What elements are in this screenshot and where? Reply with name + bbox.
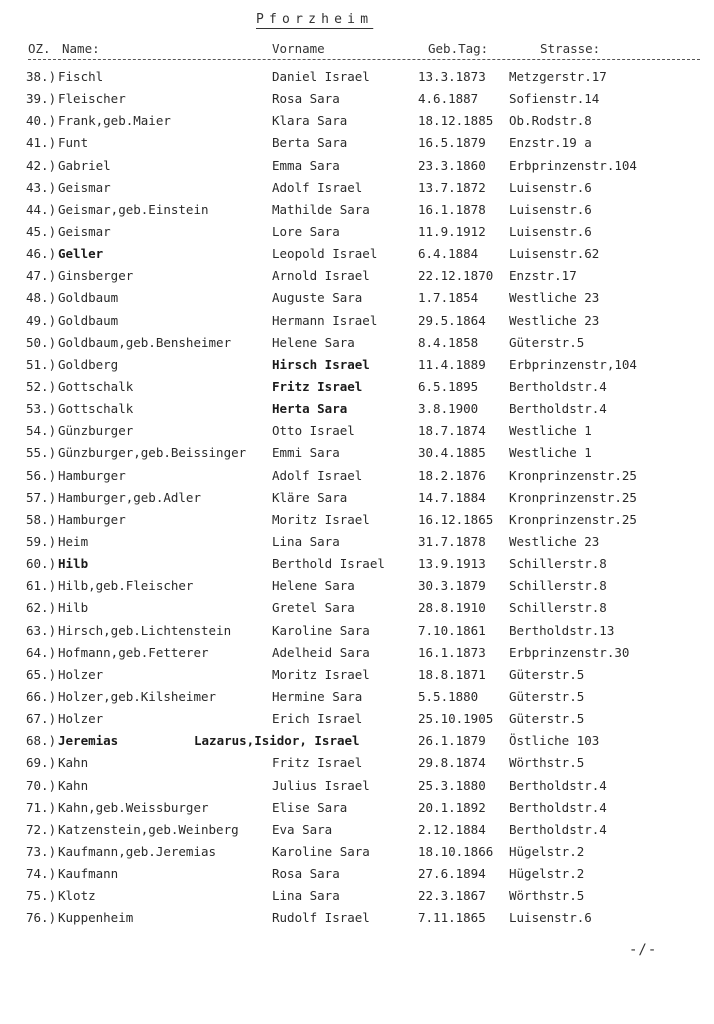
row-street: Schillerstr.8: [509, 578, 607, 594]
row-birthdate: 26.1.1879: [418, 733, 486, 749]
table-row: [0, 622, 714, 644]
row-vorname: Adolf Israel: [272, 467, 363, 483]
row-vorname: Kläre Sara: [272, 489, 348, 505]
row-birthdate: 16.1.1873: [418, 644, 486, 660]
row-vorname: Rosa Sara: [272, 866, 340, 882]
table-row: [0, 754, 714, 776]
row-street: Erbprinzenstr.104: [509, 157, 637, 173]
row-birthdate: 18.8.1871: [418, 666, 486, 682]
row-name: Kaufmann: [58, 866, 119, 882]
row-street: Erbprinzenstr,104: [509, 356, 637, 372]
table-row: [0, 312, 714, 334]
page-continuation-mark: -/-: [629, 942, 658, 958]
row-birthdate: 30.4.1885: [418, 445, 486, 461]
row-street: Schillerstr.8: [509, 600, 607, 616]
header-oz: OZ.: [28, 41, 51, 56]
row-birthdate: 4.6.1887: [418, 91, 479, 107]
row-street: Metzgerstr.17: [509, 69, 607, 84]
row-number: 76.): [26, 910, 57, 926]
table-row: [0, 688, 714, 710]
table-row: [0, 334, 714, 356]
row-number: 46.): [26, 246, 57, 262]
row-name: Kaufmann,geb.Jeremias: [58, 843, 217, 859]
table-row: [0, 666, 714, 688]
row-vorname: Lina Sara: [272, 533, 340, 549]
row-birthdate: 29.5.1864: [418, 312, 486, 328]
row-vorname: Emmi Sara: [272, 445, 340, 461]
row-number: 44.): [26, 201, 57, 217]
row-vorname: Herta Sara: [272, 401, 348, 417]
row-vorname: Lore Sara: [272, 223, 340, 239]
row-street: Ob.Rodstr.8: [509, 113, 592, 129]
row-name: Holzer: [58, 711, 104, 727]
row-street: Westliche 1: [509, 423, 592, 439]
person-list: [0, 68, 714, 931]
row-street: Luisenstr.6: [509, 179, 592, 195]
row-number: 54.): [26, 423, 57, 439]
table-row: [0, 710, 714, 732]
row-number: 59.): [26, 533, 57, 549]
row-street: Luisenstr.6: [509, 910, 592, 926]
row-number: 53.): [26, 401, 57, 417]
row-name: Gottschalk: [58, 401, 134, 417]
row-name: Klotz: [58, 888, 96, 904]
row-vorname: Helene Sara: [272, 334, 355, 350]
table-row: [0, 400, 714, 422]
row-street: Wörthstr.5: [509, 888, 585, 904]
table-row: [0, 555, 714, 577]
row-vorname: Karoline Sara: [272, 622, 370, 638]
row-number: 45.): [26, 223, 57, 239]
row-number: 60.): [26, 556, 57, 572]
row-name: Goldbaum: [58, 312, 119, 328]
row-birthdate: 18.12.1885: [418, 113, 494, 129]
row-vorname: Moritz Israel: [272, 666, 370, 682]
row-number: 43.): [26, 179, 57, 195]
row-birthdate: 7.10.1861: [418, 622, 486, 638]
row-birthdate: 27.6.1894: [418, 866, 486, 882]
row-birthdate: 3.8.1900: [418, 401, 479, 417]
row-number: 61.): [26, 578, 57, 594]
table-header: [28, 41, 700, 60]
row-name: Günzburger: [58, 423, 134, 439]
row-street: Bertholdstr.4: [509, 777, 607, 793]
row-street: Bertholdstr.4: [509, 378, 607, 394]
row-vorname: Otto Israel: [272, 423, 355, 439]
row-birthdate: 22.12.1870: [418, 268, 494, 284]
row-street: Bertholdstr.4: [509, 401, 607, 417]
row-name: Hamburger,geb.Adler: [58, 489, 201, 505]
table-row: [0, 223, 714, 245]
table-row: [0, 134, 714, 156]
row-name: Geismar,geb.Einstein: [58, 201, 209, 217]
row-name: Hilb,geb.Fleischer: [58, 578, 194, 594]
table-row: [0, 644, 714, 666]
table-row: [0, 444, 714, 466]
row-birthdate: 25.3.1880: [418, 777, 486, 793]
row-number: 58.): [26, 511, 57, 527]
row-name: Hofmann,geb.Fetterer: [58, 644, 209, 660]
row-birthdate: 16.1.1878: [418, 201, 486, 217]
row-birthdate: 16.12.1865: [418, 511, 494, 527]
row-street: Luisenstr.62: [509, 246, 600, 262]
row-vorname: Leopold Israel: [272, 246, 378, 262]
row-name: Goldberg: [58, 356, 119, 372]
header-name: Name:: [62, 41, 100, 56]
table-row: [0, 799, 714, 821]
header-strasse: Strasse:: [540, 41, 601, 56]
table-row: [0, 511, 714, 533]
row-street: Westliche 23: [509, 533, 600, 549]
row-vorname: Berthold Israel: [272, 556, 385, 572]
row-birthdate: 18.10.1866: [418, 843, 494, 859]
row-number: 47.): [26, 268, 57, 284]
row-birthdate: 6.4.1884: [418, 246, 479, 262]
row-birthdate: 18.2.1876: [418, 467, 486, 483]
table-row: [0, 68, 714, 90]
row-number: 39.): [26, 91, 57, 107]
row-birthdate: 11.9.1912: [418, 223, 486, 239]
row-street: Bertholdstr.4: [509, 821, 607, 837]
row-number: 66.): [26, 688, 57, 704]
row-vorname: Arnold Israel: [272, 268, 370, 284]
header-vorname: Vorname: [272, 41, 325, 56]
row-street: Bertholdstr.13: [509, 622, 615, 638]
row-name: Geismar: [58, 223, 111, 239]
row-birthdate: 7.11.1865: [418, 910, 486, 926]
row-name: Günzburger,geb.Beissinger: [58, 445, 247, 461]
row-birthdate: 22.3.1867: [418, 888, 486, 904]
row-street: Enzstr.17: [509, 268, 577, 284]
row-vorname: Rosa Sara: [272, 91, 340, 107]
row-number: 48.): [26, 290, 57, 306]
row-birthdate: 29.8.1874: [418, 755, 486, 771]
row-birthdate: 1.7.1854: [418, 290, 479, 306]
table-row: [0, 732, 714, 754]
table-row: [0, 179, 714, 201]
row-number: 52.): [26, 378, 57, 394]
row-vorname: Daniel Israel: [272, 69, 370, 84]
row-number: 41.): [26, 135, 57, 151]
row-vorname: Erich Israel: [272, 711, 363, 727]
row-birthdate: 25.10.1905: [418, 711, 494, 727]
row-vorname: Lina Sara: [272, 888, 340, 904]
row-number: 55.): [26, 445, 57, 461]
table-row: [0, 909, 714, 931]
table-row: [0, 599, 714, 621]
table-row: [0, 157, 714, 179]
row-birthdate: 14.7.1884: [418, 489, 486, 505]
row-name: Kahn: [58, 755, 89, 771]
row-name: Gabriel: [58, 157, 111, 173]
row-birthdate: 16.5.1879: [418, 135, 486, 151]
row-street: Hügelstr.2: [509, 843, 585, 859]
row-number: 56.): [26, 467, 57, 483]
table-row: [0, 887, 714, 909]
row-vorname: Auguste Sara: [272, 290, 363, 306]
row-number: 69.): [26, 755, 57, 771]
row-vorname: Eva Sara: [272, 821, 333, 837]
row-street: Erbprinzenstr.30: [509, 644, 630, 660]
row-birthdate: 13.9.1913: [418, 556, 486, 572]
row-number: 40.): [26, 113, 57, 129]
row-birthdate: 28.8.1910: [418, 600, 486, 616]
row-vorname: Hirsch Israel: [272, 356, 370, 372]
row-birthdate: 23.3.1860: [418, 157, 486, 173]
row-birthdate: 13.7.1872: [418, 179, 486, 195]
row-birthdate: 2.12.1884: [418, 821, 486, 837]
row-name: Frank,geb.Maier: [58, 113, 171, 129]
row-number: 73.): [26, 843, 57, 859]
row-number: 71.): [26, 799, 57, 815]
row-number: 42.): [26, 157, 57, 173]
row-street: Kronprinzenstr.25: [509, 467, 637, 483]
row-name: Hilb: [58, 556, 89, 572]
row-name: Ginsberger: [58, 268, 134, 284]
row-street: Sofienstr.14: [509, 91, 600, 107]
row-street: Östliche 103: [509, 733, 600, 749]
row-name: Kahn,geb.Weissburger: [58, 799, 209, 815]
row-vorname: Moritz Israel: [272, 511, 370, 527]
table-row: [0, 843, 714, 865]
row-street: Hügelstr.2: [509, 866, 585, 882]
row-birthdate: 11.4.1889: [418, 356, 486, 372]
row-number: 50.): [26, 334, 57, 350]
row-name: Katzenstein,geb.Weinberg: [58, 821, 239, 837]
row-name: Fischl: [58, 69, 104, 84]
table-row: [0, 821, 714, 843]
row-name: Jeremias: [58, 733, 119, 749]
row-name: Fleischer: [58, 91, 126, 107]
row-number: 64.): [26, 644, 57, 660]
row-name: Hirsch,geb.Lichtenstein: [58, 622, 232, 638]
row-name: Kuppenheim: [58, 910, 134, 926]
row-name: Geismar: [58, 179, 111, 195]
row-vorname: Adelheid Sara: [272, 644, 370, 660]
table-row: [0, 422, 714, 444]
table-row: [0, 865, 714, 887]
table-row: [0, 533, 714, 555]
row-number: 49.): [26, 312, 57, 328]
row-street: Güterstr.5: [509, 666, 585, 682]
row-number: 72.): [26, 821, 57, 837]
row-vorname: Berta Sara: [272, 135, 348, 151]
row-vorname: Elise Sara: [272, 799, 348, 815]
row-name: Gottschalk: [58, 378, 134, 394]
row-number: 70.): [26, 777, 57, 793]
row-street: Güterstr.5: [509, 334, 585, 350]
row-birthdate: 18.7.1874: [418, 423, 486, 439]
table-row: [0, 112, 714, 134]
table-row: [0, 378, 714, 400]
row-number: 65.): [26, 666, 57, 682]
row-name: Goldbaum: [58, 290, 119, 306]
header-geb-tag: Geb.Tag:: [428, 41, 489, 56]
table-row: [0, 289, 714, 311]
row-name: Kahn: [58, 777, 89, 793]
row-vorname: Fritz Israel: [272, 755, 363, 771]
row-name: Hilb: [58, 600, 89, 616]
row-birthdate: 6.5.1895: [418, 378, 479, 394]
row-birthdate: 8.4.1858: [418, 334, 479, 350]
row-number: 74.): [26, 866, 57, 882]
row-street: Schillerstr.8: [509, 556, 607, 572]
table-row: [0, 245, 714, 267]
row-vorname: Hermann Israel: [272, 312, 378, 328]
row-vorname: Klara Sara: [272, 113, 348, 129]
table-row: [0, 90, 714, 112]
row-birthdate: 5.5.1880: [418, 688, 479, 704]
table-row: [0, 356, 714, 378]
row-vorname: Hermine Sara: [272, 688, 363, 704]
row-street: Enzstr.19 a: [509, 135, 592, 151]
row-name: Hamburger: [58, 511, 126, 527]
row-number: 75.): [26, 888, 57, 904]
row-name: Heim: [58, 533, 89, 549]
row-street: Wörthstr.5: [509, 755, 585, 771]
row-street: Luisenstr.6: [509, 223, 592, 239]
row-street: Luisenstr.6: [509, 201, 592, 217]
row-number: 51.): [26, 356, 57, 372]
row-number: 57.): [26, 489, 57, 505]
table-row: [0, 267, 714, 289]
row-vorname: Rudolf Israel: [272, 910, 370, 926]
row-number: 62.): [26, 600, 57, 616]
row-name: Holzer,geb.Kilsheimer: [58, 688, 217, 704]
row-number: 38.): [26, 69, 57, 84]
row-vorname: Fritz Israel: [272, 378, 363, 394]
row-birthdate: 13.3.1873: [418, 69, 486, 84]
row-street: Westliche 1: [509, 445, 592, 461]
row-vorname: Mathilde Sara: [272, 201, 370, 217]
row-street: Güterstr.5: [509, 688, 585, 704]
row-name: Goldbaum,geb.Bensheimer: [58, 334, 232, 350]
row-number: 63.): [26, 622, 57, 638]
row-street: Kronprinzenstr.25: [509, 489, 637, 505]
row-name: Geller: [58, 246, 104, 262]
row-birthdate: 31.7.1878: [418, 533, 486, 549]
row-birthdate: 20.1.1892: [418, 799, 486, 815]
row-birthdate: 30.3.1879: [418, 578, 486, 594]
row-number: 68.): [26, 733, 57, 749]
row-vorname: Gretel Sara: [272, 600, 355, 616]
table-row: [0, 467, 714, 489]
table-row: [0, 577, 714, 599]
table-row: [0, 489, 714, 511]
row-vorname: Karoline Sara: [272, 843, 370, 859]
row-street: Westliche 23: [509, 312, 600, 328]
table-row: [0, 201, 714, 223]
row-street: Westliche 23: [509, 290, 600, 306]
row-vorname: Julius Israel: [272, 777, 370, 793]
page-title: Pforzheim: [256, 12, 374, 27]
table-row: [0, 777, 714, 799]
row-name: Holzer: [58, 666, 104, 682]
row-vorname: Lazarus,Isidor, Israel: [194, 733, 360, 749]
row-street: Kronprinzenstr.25: [509, 511, 637, 527]
row-vorname: Helene Sara: [272, 578, 355, 594]
row-name: Funt: [58, 135, 89, 151]
row-street: Bertholdstr.4: [509, 799, 607, 815]
row-name: Hamburger: [58, 467, 126, 483]
row-vorname: Adolf Israel: [272, 179, 363, 195]
row-vorname: Emma Sara: [272, 157, 340, 173]
row-number: 67.): [26, 711, 57, 727]
row-street: Güterstr.5: [509, 711, 585, 727]
